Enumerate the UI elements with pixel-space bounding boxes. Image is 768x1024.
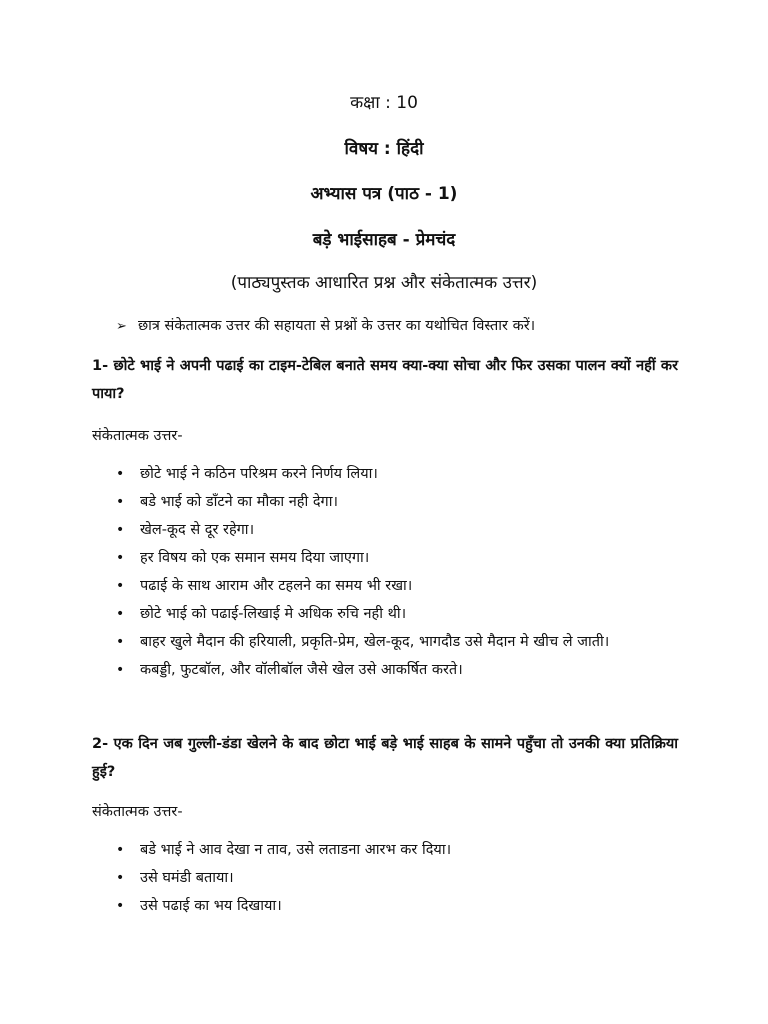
bullet-icon: • xyxy=(116,870,125,886)
list-item xyxy=(116,892,681,920)
arrow-bullet-icon: ➢ xyxy=(116,319,127,334)
list-item-text: कबड्डी, फुटबॉल, और वॉलीबॉल जैसे खेल उसे आकर्षित करते। xyxy=(140,662,463,678)
bullet-icon: • xyxy=(116,494,125,510)
list-item-text: बडे भाई ने आव देखा न ताव, उसे लताडना आरभ कर दिया। xyxy=(140,842,452,858)
list-item xyxy=(116,656,681,684)
instruction-line xyxy=(116,316,535,337)
bullet-icon: • xyxy=(116,466,125,482)
subtitle-heading: (पाठ्यपुस्तक आधारित प्रश्न और संकेतात्मक उत्तर) xyxy=(230,273,538,293)
subject-heading: विषय : हिंदी xyxy=(344,139,424,159)
answer-label-1: संकेतात्मक उत्तर- xyxy=(92,428,183,444)
list-item-text: बडे भाई को डाँटने का मौका नही देगा। xyxy=(140,494,338,510)
question-2: 2- एक दिन जब गुल्ली-डंडा खेलने के बाद छोटा भाई बड़े भाई साहब के सामने पहुँचा तो उनकी क्या प्रतिक्रिया हुई? xyxy=(92,736,679,780)
question-1: 1- छोटे भाई ने अपनी पढाई का टाइम-टेबिल बनाते समय क्या-क्या सोचा और फिर उसका पालन क्यों नहीं कर पाया? xyxy=(92,358,678,402)
class-heading: कक्षा : 10 xyxy=(350,93,418,113)
list-item xyxy=(116,864,681,892)
list-item xyxy=(116,628,681,656)
list-item-text: उसे पढाई का भय दिखाया। xyxy=(140,898,282,914)
bullet-icon: • xyxy=(116,634,125,650)
list-item xyxy=(116,572,681,600)
list-item-text: पढाई के साथ आराम और टहलने का समय भी रखा। xyxy=(140,578,413,594)
list-item-text: हर विषय को एक समान समय दिया जाएगा। xyxy=(140,550,370,566)
instruction-text: छात्र संकेतात्मक उत्तर की सहायता से प्रश्नों के उत्तर का यथोचित विस्तार करें। xyxy=(138,318,536,334)
list-item xyxy=(116,460,681,488)
list-item xyxy=(116,516,681,544)
bullet-icon: • xyxy=(116,606,125,622)
list-item-text: छोटे भाई को पढाई-लिखाई मे अधिक रुचि नही थी। xyxy=(140,606,407,622)
answer-list-2 xyxy=(116,836,681,920)
list-item xyxy=(116,600,681,628)
bullet-icon: • xyxy=(116,578,125,594)
answer-list-1 xyxy=(116,460,681,684)
lesson-heading: बड़े भाईसाहब - प्रेमचंद xyxy=(312,230,456,250)
list-item xyxy=(116,544,681,572)
bullet-icon: • xyxy=(116,522,125,538)
bullet-icon: • xyxy=(116,662,125,678)
list-item-text: बाहर खुले मैदान की हरियाली, प्रकृति-प्रेम, खेल-कूद, भागदौड उसे मैदान मे खीच ले जाती। xyxy=(140,634,610,650)
list-item-text: खेल-कूद से दूर रहेगा। xyxy=(140,522,255,538)
list-item xyxy=(116,836,681,864)
list-item xyxy=(116,488,681,516)
worksheet-heading: अभ्यास पत्र (पाठ - 1) xyxy=(310,184,458,204)
answer-label-2: संकेतात्मक उत्तर- xyxy=(92,804,183,820)
list-item-text: छोटे भाई ने कठिन परिश्रम करने निर्णय लिया। xyxy=(140,466,378,482)
bullet-icon: • xyxy=(116,550,125,566)
list-item-text: उसे घमंडी बताया। xyxy=(140,870,234,886)
bullet-icon: • xyxy=(116,898,125,914)
bullet-icon: • xyxy=(116,842,125,858)
